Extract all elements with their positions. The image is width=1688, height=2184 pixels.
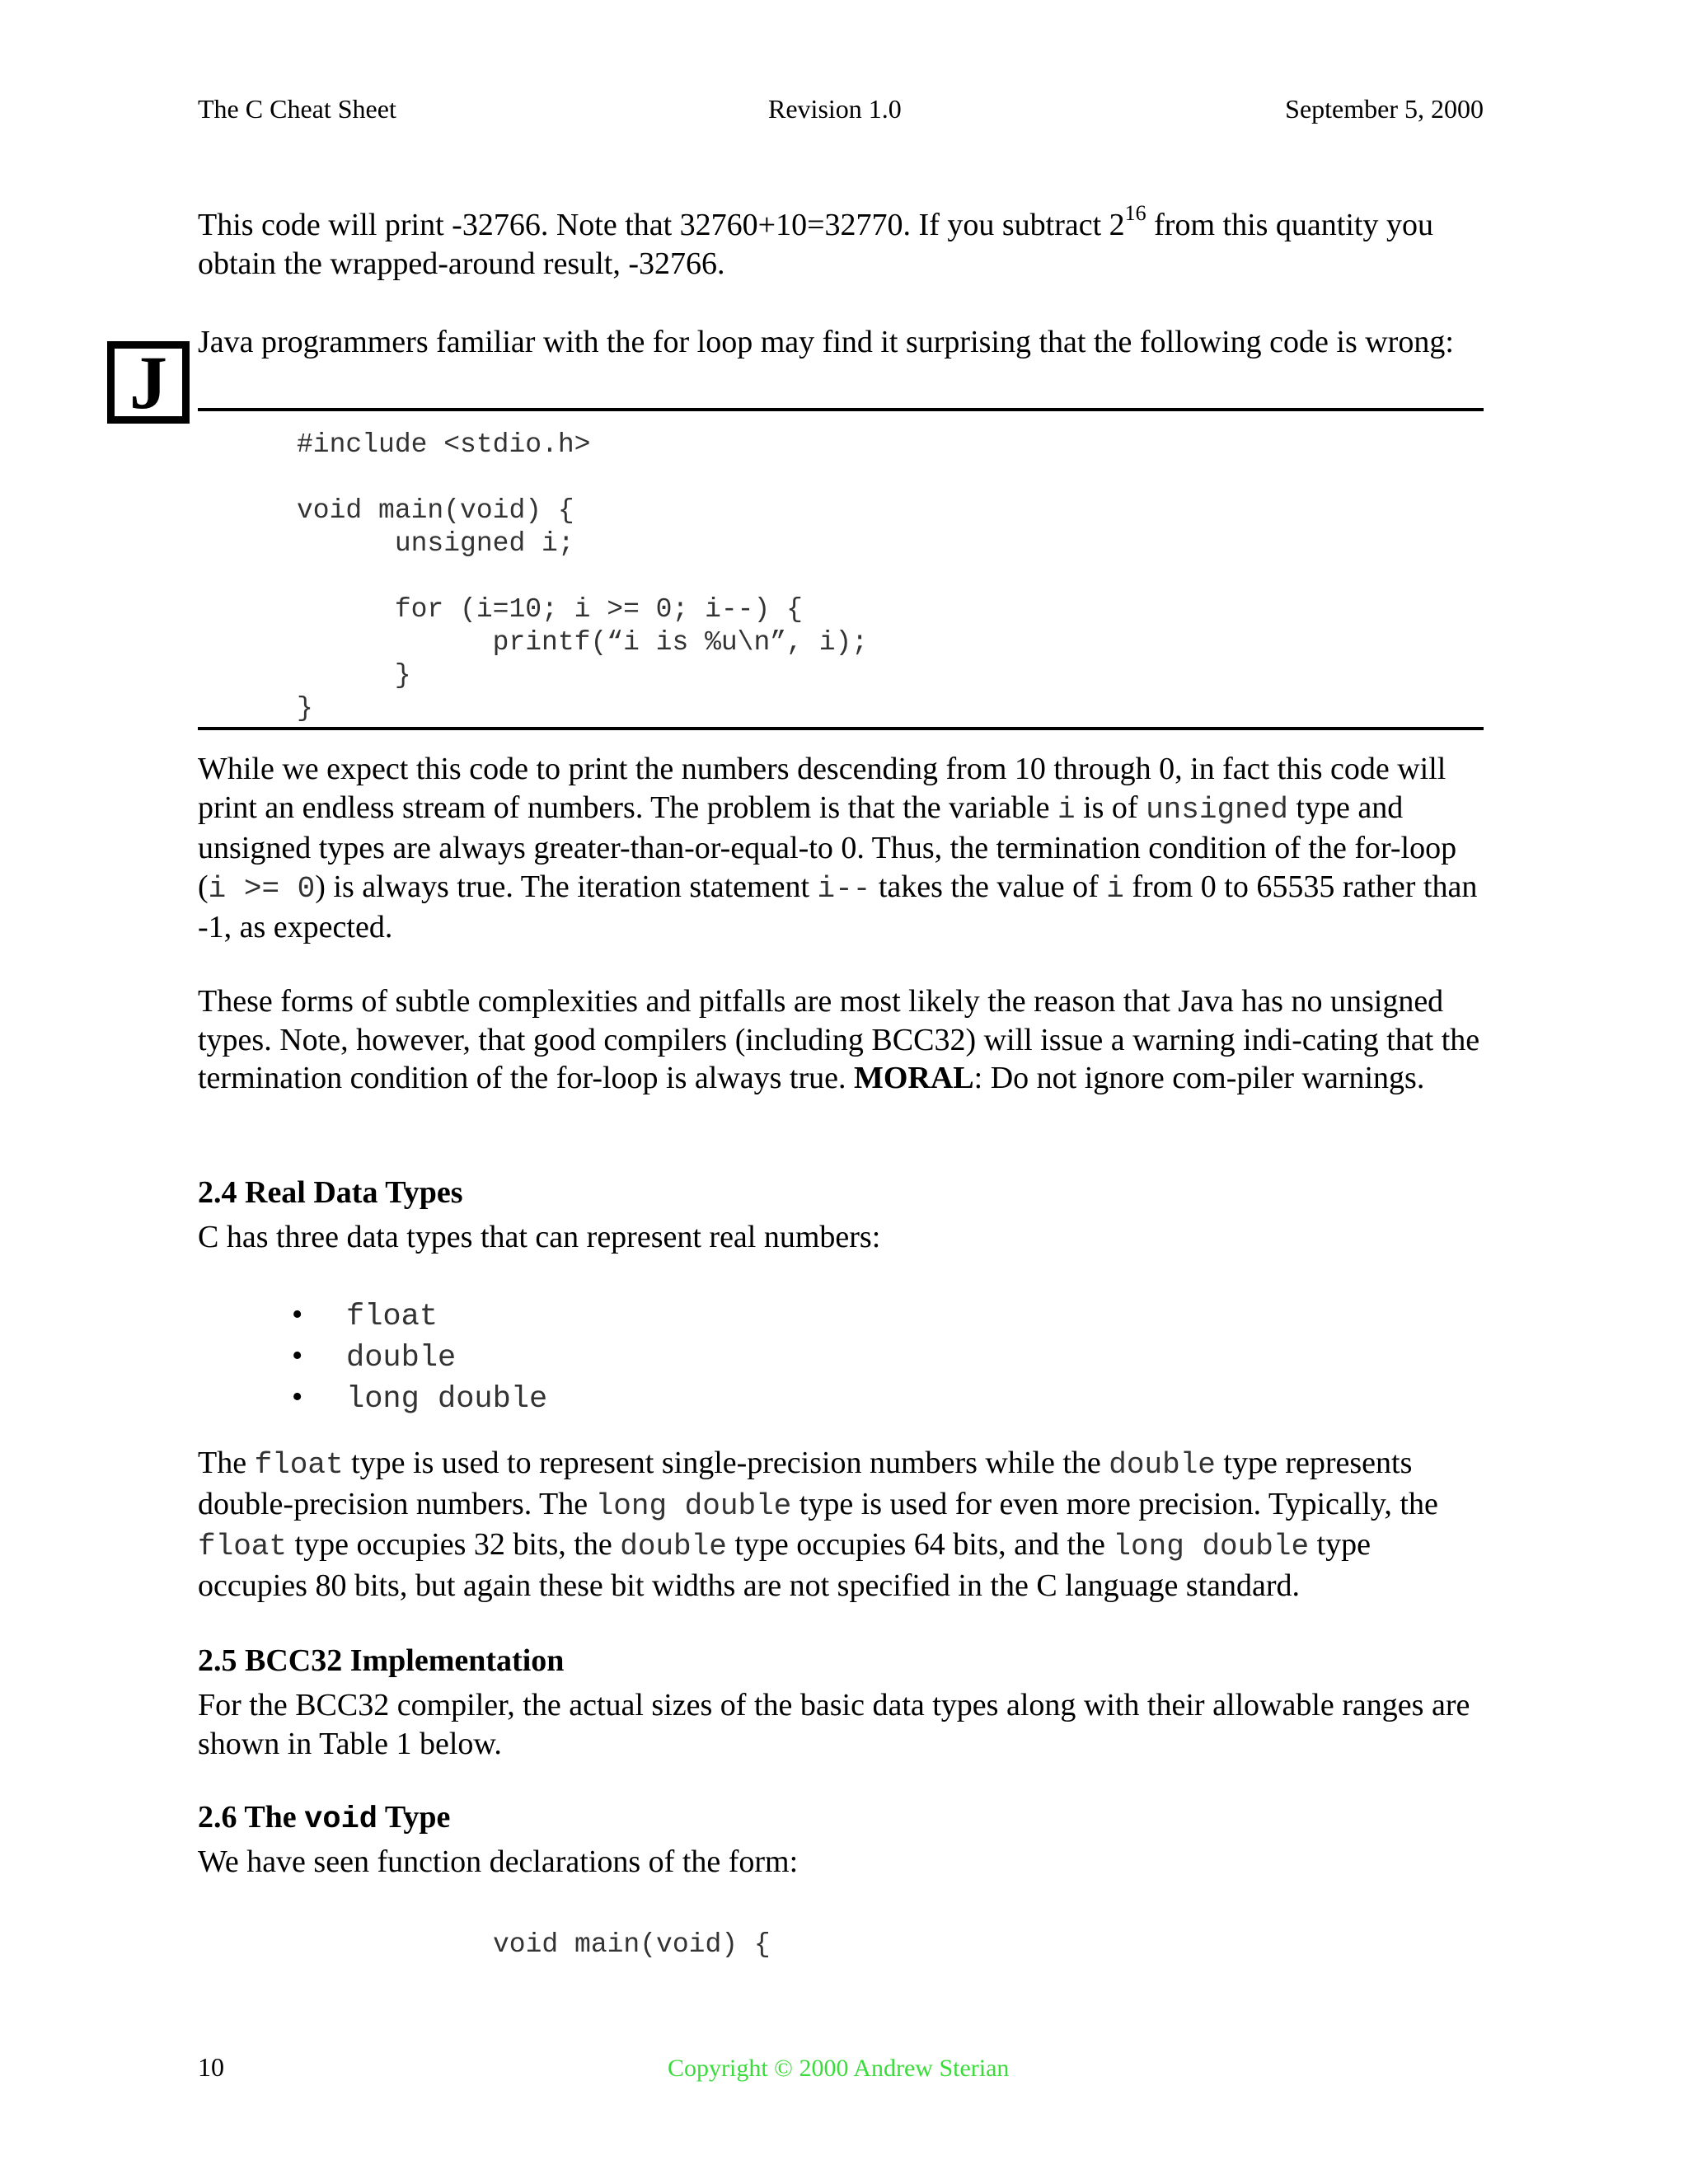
moral-label: MORAL (854, 1061, 974, 1095)
text-run: 2.6 The (198, 1800, 305, 1835)
text-run: is of (1075, 790, 1146, 825)
inline-code: i (1106, 871, 1124, 906)
intro-text-end: from this quantity you obtain the wrapped-around result, -32766. (198, 208, 1433, 281)
explanation-paragraph (198, 750, 1484, 947)
inline-code: unsigned (1146, 792, 1288, 827)
text-run: type is used to represent single-precision numbers while the (343, 1446, 1109, 1480)
section-heading-2-5: 2.5 BCC32 Implementation (198, 1643, 565, 1678)
bullet-icon: • (292, 1380, 303, 1414)
text-run: type is used for even more precision. Typically, the (791, 1486, 1438, 1521)
bullet-icon: • (292, 1338, 303, 1373)
intro-text: This code will print -32766. Note that 32760+10=32770. If you subtract 2 (198, 208, 1125, 242)
text-run: Type (377, 1800, 451, 1835)
inline-code: double (1109, 1448, 1216, 1482)
code-block: #include <stdio.h> void main(void) { unsigned i; for (i=10; i >= 0; i--) { printf(“i is %u\n”, i); } } (297, 429, 869, 724)
list-item (292, 1337, 547, 1378)
text-run: : Do not ignore com-piler warnings. (973, 1061, 1425, 1095)
section-heading-2-6 (198, 1798, 450, 1839)
inline-code: long double (1113, 1530, 1310, 1563)
bullet-icon: • (292, 1297, 303, 1332)
intro-exponent: 16 (1124, 201, 1146, 225)
list-item-code: double (346, 1341, 457, 1376)
text-run: type occupies 80 bits, but again these bit widths are not specified in the C language standard. (198, 1527, 1371, 1603)
text-run: While we expect this code to print the numbers descending from 10 through 0, in fact this code will print an endless stream of numbers. The problem is that the variable (198, 752, 1447, 825)
text-run: type occupies 32 bits, the (287, 1527, 621, 1562)
code-rule-bottom (198, 727, 1484, 730)
real-types-list (292, 1296, 548, 1419)
section-heading-2-4: 2.4 Real Data Types (198, 1175, 463, 1210)
list-item-code: long double (346, 1382, 548, 1417)
text-run: type and unsigned types are always greater-than-or-equal-to 0. Thus, the termination condition of the for-loop ( (198, 790, 1457, 904)
inline-code: long double (595, 1488, 792, 1523)
java-badge-icon: J (107, 341, 190, 424)
text-run: takes the value of (870, 869, 1107, 904)
void-main-code: void main(void) { (493, 1929, 771, 1960)
text-run: The (198, 1446, 255, 1480)
header-title: The C Cheat Sheet (198, 94, 396, 124)
inline-code: i (1057, 792, 1076, 827)
inline-code: i-- (817, 871, 871, 906)
section-2-4-intro: C has three data types that can represent real numbers: (198, 1220, 881, 1254)
text-run: type represents double-precision numbers. The (198, 1446, 1413, 1521)
code-rule-top (198, 408, 1484, 411)
intro-paragraph (198, 201, 1484, 283)
copyright-notice: Copyright © 2000 Andrew Sterian (668, 2055, 1010, 2082)
inline-code: float (198, 1530, 288, 1563)
list-item (292, 1378, 548, 1419)
list-item-code: float (346, 1300, 438, 1334)
heading-code: void (304, 1802, 377, 1837)
inline-code: i >= 0 (208, 871, 316, 906)
section-2-6-paragraph: We have seen function declarations of the form: (198, 1844, 799, 1879)
inline-code: float (254, 1448, 344, 1482)
precision-paragraph (198, 1444, 1484, 1605)
section-2-5-paragraph: For the BCC32 compiler, the actual sizes of the basic data types along with their allowable ranges are shown in Table 1 below. (198, 1688, 1470, 1761)
list-item (292, 1296, 547, 1337)
text-run: from 0 to 65535 rather than -1, as expected. (198, 869, 1478, 944)
header-revision: Revision 1.0 (768, 94, 902, 124)
text-run: ) is always true. The iteration statement (315, 869, 818, 904)
page-number: 10 (198, 2052, 224, 2082)
text-run: type occupies 64 bits, and the (726, 1527, 1114, 1562)
pitfalls-paragraph (198, 982, 1484, 1098)
text-run: These forms of subtle complexities and pitfalls are most likely the reason that Java has no unsigned types. Note, however, that good compilers (including BCC32) will issue a warning indi-cating that the termination condition of the for-loop is always true. (198, 984, 1480, 1095)
java-note-paragraph: Java programmers familiar with the for loop may find it surprising that the following code is wrong: (198, 325, 1454, 359)
inline-code: double (620, 1530, 727, 1563)
header-date: September 5, 2000 (1285, 94, 1484, 124)
